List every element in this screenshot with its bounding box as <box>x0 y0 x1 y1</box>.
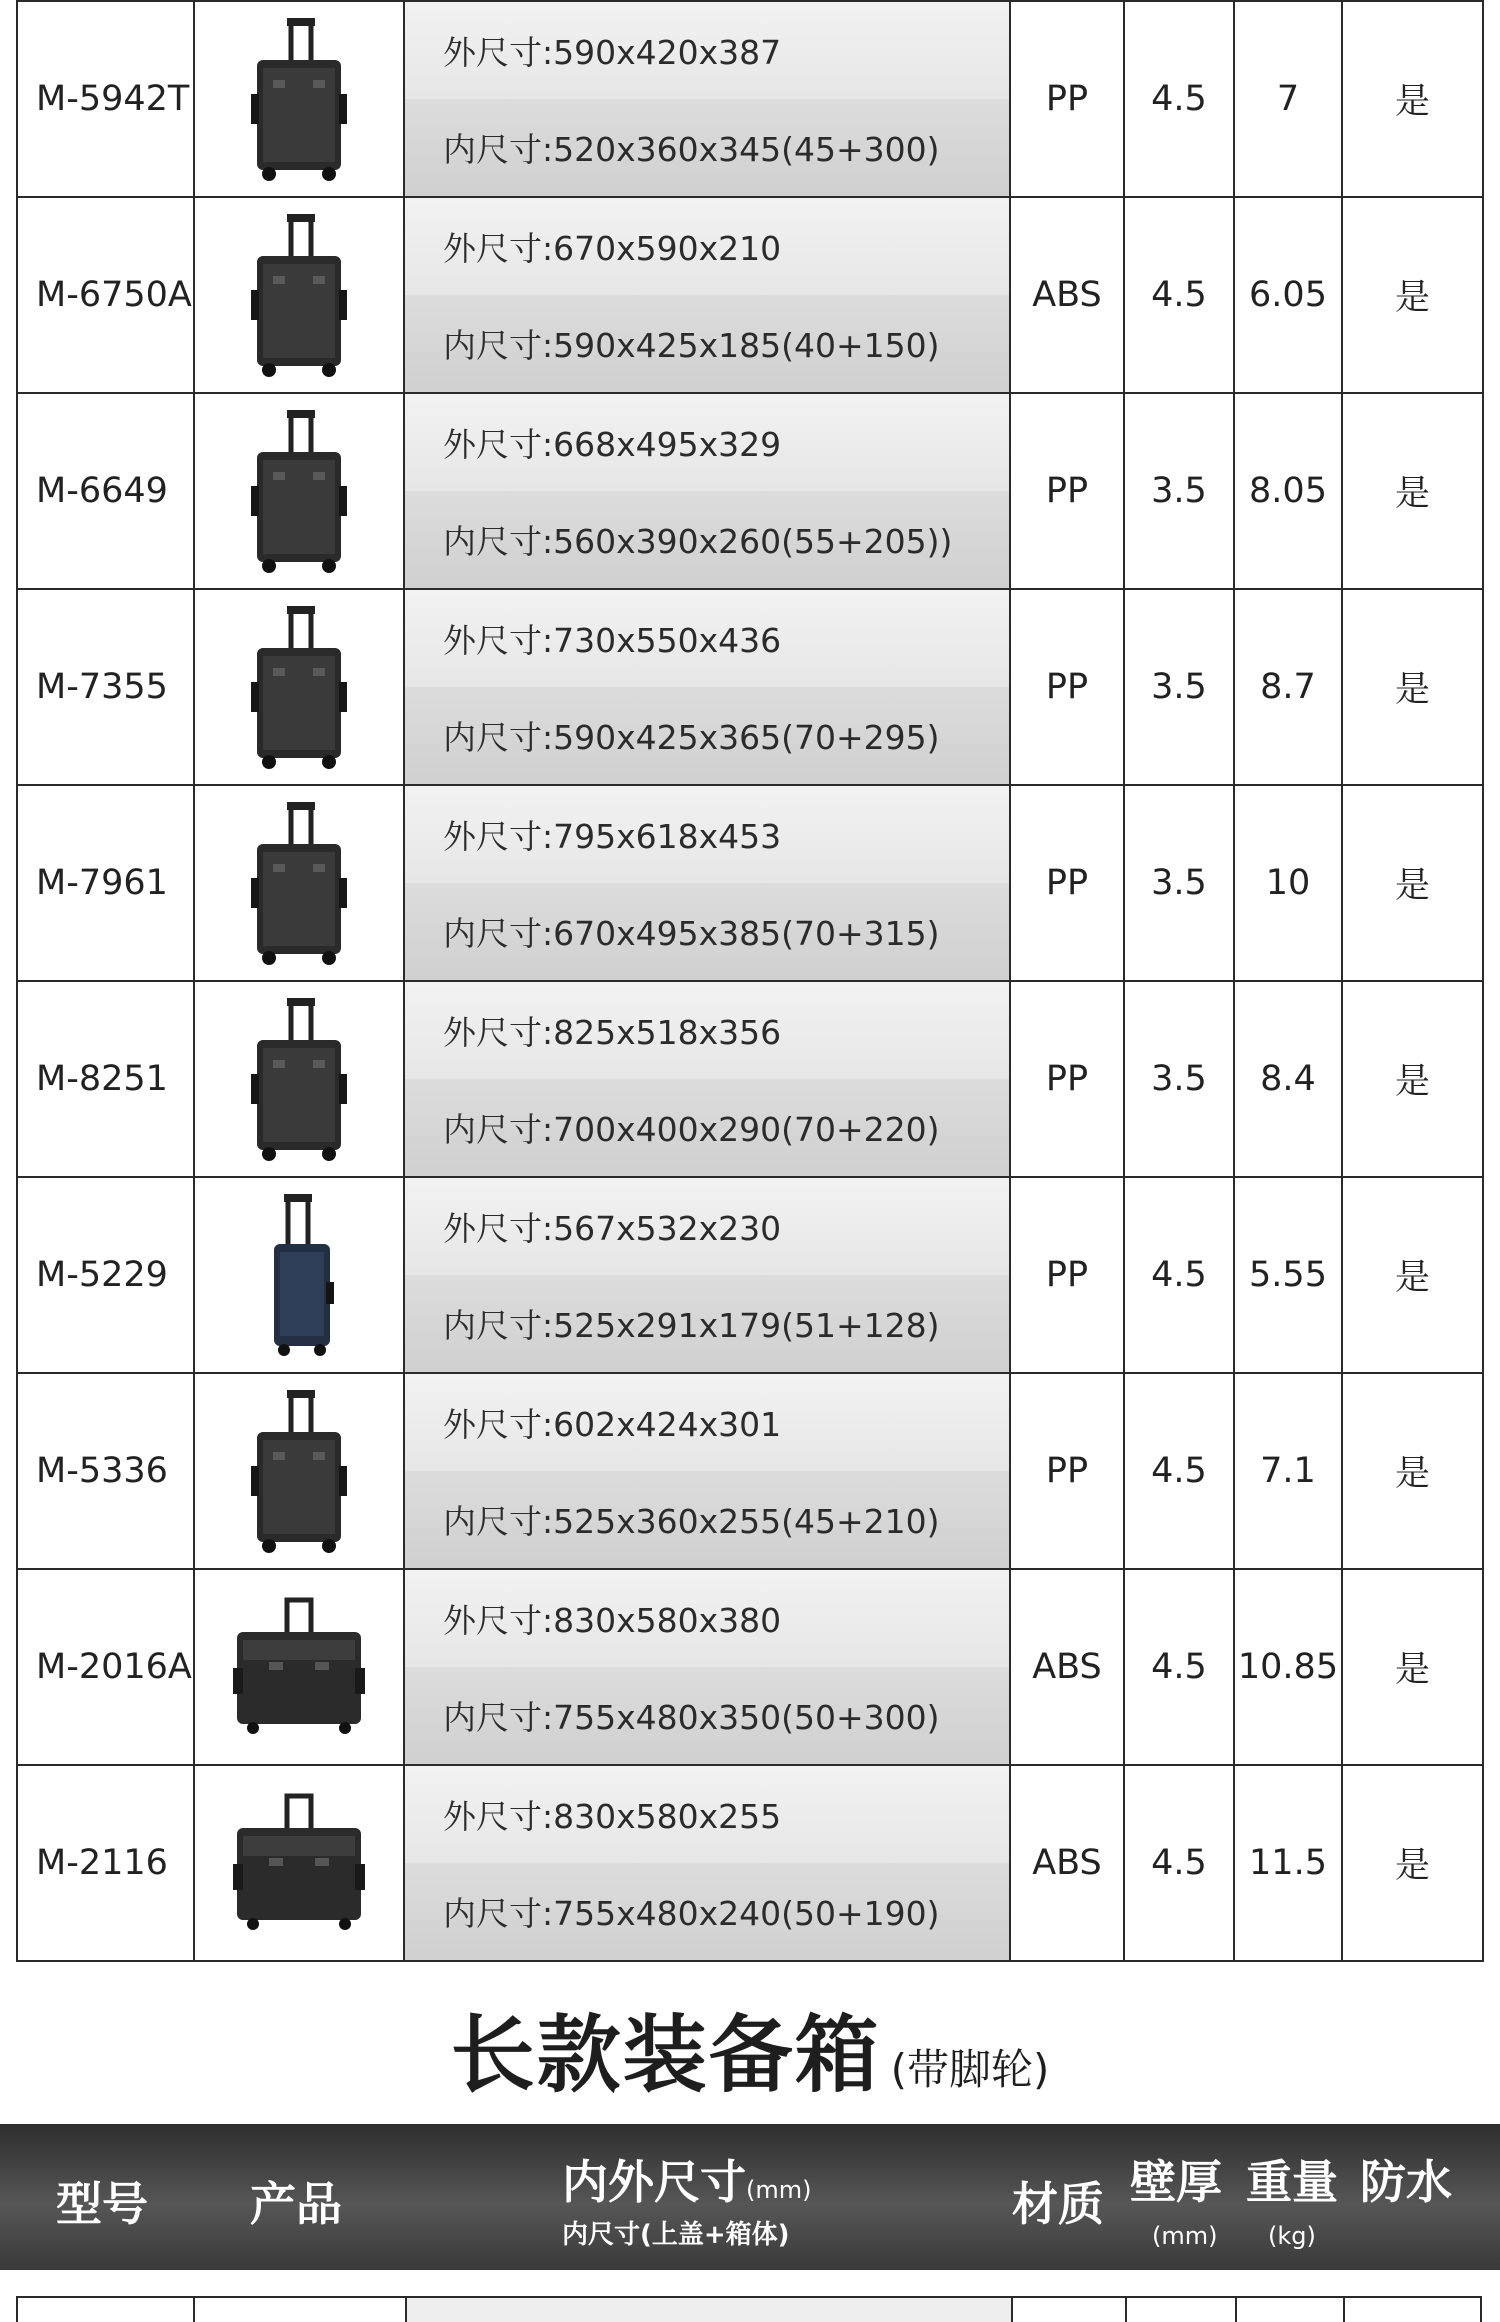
wall-thickness-cell <box>1124 1569 1234 1765</box>
model-cell <box>17 393 194 589</box>
header-dimensions-label: 内外尺寸 <box>562 2155 746 2209</box>
weight-cell <box>1234 1765 1342 1961</box>
waterproof-cell <box>1342 1 1483 197</box>
dimensions-cell <box>404 589 1010 785</box>
table-row <box>17 785 1483 981</box>
material-cell <box>1010 1177 1124 1373</box>
dimensions-cell <box>404 1 1010 197</box>
material-value: ABS <box>1032 1647 1102 1687</box>
wall-thickness-cell <box>1124 1 1234 197</box>
weight-value: 11.5 <box>1249 1843 1327 1883</box>
model-label: M-5942T <box>36 79 190 119</box>
waterproof-cell <box>1342 1765 1483 1961</box>
model-label: M-6750A <box>36 275 192 315</box>
header-dimensions <box>562 2146 811 2212</box>
model-label: M-5336 <box>36 1451 168 1491</box>
product-image-cell <box>194 1765 404 1961</box>
inner-dimension: 内尺寸:525x360x255(45+210) <box>405 1471 1009 1568</box>
weight-cell <box>1234 1569 1342 1765</box>
inner-dimension: 内尺寸:560x390x260(55+205)) <box>405 491 1009 588</box>
material-value: PP <box>1045 1451 1089 1491</box>
weight-cell <box>1234 981 1342 1177</box>
inner-dimension: 内尺寸:755x480x240(50+190) <box>405 1863 1009 1960</box>
material-value: PP <box>1045 471 1089 511</box>
product-image-cell <box>194 981 404 1177</box>
material-cell <box>1010 1 1124 197</box>
spec-table <box>16 0 1484 1962</box>
model-cell <box>17 981 194 1177</box>
product-image-cell <box>194 1373 404 1569</box>
dimensions-cell <box>404 1569 1010 1765</box>
wall-thickness-value: 4.5 <box>1151 1255 1207 1295</box>
material-value: PP <box>1045 79 1089 119</box>
inner-dimension: 内尺寸:670x495x385(70+315) <box>405 883 1009 980</box>
weight-value: 10.85 <box>1237 1647 1339 1687</box>
product-image-cell <box>194 197 404 393</box>
next-row-divider <box>1235 2298 1237 2322</box>
waterproof-value: 是 <box>1394 866 1430 906</box>
wall-thickness-cell <box>1124 589 1234 785</box>
wall-thickness-value: 4.5 <box>1151 1451 1207 1491</box>
outer-dimension: 外尺寸:730x550x436 <box>405 590 1009 687</box>
inner-dimension: 内尺寸:700x400x290(70+220) <box>405 1079 1009 1176</box>
wall-thickness-value: 4.5 <box>1151 79 1207 119</box>
waterproof-value: 是 <box>1394 474 1430 514</box>
trolley-case-icon <box>195 406 403 576</box>
next-row-dim-cell <box>407 2298 1011 2322</box>
wall-thickness-cell <box>1124 1765 1234 1961</box>
outer-dimension: 外尺寸:830x580x380 <box>405 1570 1009 1667</box>
long-case-icon <box>195 1592 403 1742</box>
weight-cell <box>1234 589 1342 785</box>
slim-trolley-case-icon <box>195 1190 403 1360</box>
header-material: 材质 <box>1012 2177 1104 2231</box>
header-wall: 壁厚 <box>1130 2155 1222 2209</box>
model-cell <box>17 589 194 785</box>
next-row-divider <box>1011 2298 1013 2322</box>
outer-dimension: 外尺寸:825x518x356 <box>405 982 1009 1079</box>
table-header <box>0 2124 1500 2270</box>
material-cell <box>1010 197 1124 393</box>
next-row-divider <box>1125 2298 1127 2322</box>
wall-thickness-cell <box>1124 1177 1234 1373</box>
header-product: 产品 <box>250 2177 342 2231</box>
wall-thickness-cell <box>1124 393 1234 589</box>
wall-thickness-value: 4.5 <box>1151 275 1207 315</box>
waterproof-value: 是 <box>1394 670 1430 710</box>
next-row-divider <box>405 2298 407 2322</box>
model-cell <box>17 785 194 981</box>
model-label: M-6649 <box>36 471 168 511</box>
material-value: PP <box>1045 667 1089 707</box>
inner-dimension: 内尺寸:755x480x350(50+300) <box>405 1667 1009 1764</box>
wall-thickness-cell <box>1124 785 1234 981</box>
section-title-sub: (带脚轮) <box>890 2045 1050 2094</box>
material-cell <box>1010 1569 1124 1765</box>
weight-cell <box>1234 1373 1342 1569</box>
product-image-cell <box>194 1569 404 1765</box>
dimensions-cell <box>404 1765 1010 1961</box>
wall-thickness-value: 3.5 <box>1151 863 1207 903</box>
product-image-cell <box>194 1 404 197</box>
waterproof-cell <box>1342 393 1483 589</box>
model-cell <box>17 197 194 393</box>
trolley-case-icon <box>195 994 403 1164</box>
material-value: PP <box>1045 1059 1089 1099</box>
product-image-cell <box>194 1177 404 1373</box>
table-row <box>17 197 1483 393</box>
header-wall-unit: (mm) <box>1152 2222 1218 2250</box>
model-cell <box>17 1 194 197</box>
product-image-cell <box>194 785 404 981</box>
weight-cell <box>1234 1 1342 197</box>
dimensions-cell <box>404 981 1010 1177</box>
product-image-cell <box>194 589 404 785</box>
model-label: M-8251 <box>36 1059 168 1099</box>
waterproof-cell <box>1342 785 1483 981</box>
header-weight: 重量 <box>1246 2155 1338 2209</box>
weight-value: 6.05 <box>1249 275 1327 315</box>
waterproof-cell <box>1342 1177 1483 1373</box>
weight-value: 5.55 <box>1249 1255 1327 1295</box>
model-label: M-7961 <box>36 863 168 903</box>
table-row <box>17 1177 1483 1373</box>
model-label: M-5229 <box>36 1255 168 1295</box>
material-cell <box>1010 589 1124 785</box>
waterproof-value: 是 <box>1394 1650 1430 1690</box>
wall-thickness-cell <box>1124 1373 1234 1569</box>
waterproof-cell <box>1342 589 1483 785</box>
table-row <box>17 1 1483 197</box>
trolley-case-icon <box>195 602 403 772</box>
wall-thickness-value: 3.5 <box>1151 471 1207 511</box>
weight-cell <box>1234 1177 1342 1373</box>
inner-dimension: 内尺寸:520x360x345(45+300) <box>405 99 1009 196</box>
wall-thickness-value: 3.5 <box>1151 1059 1207 1099</box>
next-row-divider <box>1343 2298 1345 2322</box>
outer-dimension: 外尺寸:795x618x453 <box>405 786 1009 883</box>
table-row <box>17 981 1483 1177</box>
trolley-case-icon <box>195 210 403 380</box>
next-row-divider <box>193 2298 195 2322</box>
dimensions-cell <box>404 197 1010 393</box>
outer-dimension: 外尺寸:668x495x329 <box>405 394 1009 491</box>
waterproof-value: 是 <box>1394 278 1430 318</box>
table-row <box>17 1373 1483 1569</box>
weight-value: 7 <box>1276 79 1300 119</box>
trolley-case-icon <box>195 14 403 184</box>
model-cell <box>17 1569 194 1765</box>
material-value: PP <box>1045 863 1089 903</box>
header-weight-unit: (kg) <box>1268 2222 1316 2250</box>
inner-dimension: 内尺寸:590x425x365(70+295) <box>405 687 1009 784</box>
waterproof-value: 是 <box>1394 1454 1430 1494</box>
waterproof-value: 是 <box>1394 82 1430 122</box>
wall-thickness-value: 3.5 <box>1151 667 1207 707</box>
model-label: M-2116 <box>36 1843 168 1883</box>
weight-value: 10 <box>1265 863 1311 903</box>
wall-thickness-cell <box>1124 981 1234 1177</box>
wall-thickness-value: 4.5 <box>1151 1647 1207 1687</box>
header-dimensions-unit: (mm) <box>746 2176 812 2204</box>
section-title-main: 长款装备箱 <box>450 2006 881 2104</box>
outer-dimension: 外尺寸:602x424x301 <box>405 1374 1009 1471</box>
table-row <box>17 1569 1483 1765</box>
waterproof-cell <box>1342 981 1483 1177</box>
dimensions-cell <box>404 1373 1010 1569</box>
outer-dimension: 外尺寸:567x532x230 <box>405 1178 1009 1275</box>
dimensions-cell <box>404 785 1010 981</box>
wall-thickness-cell <box>1124 197 1234 393</box>
outer-dimension: 外尺寸:830x580x255 <box>405 1766 1009 1863</box>
dimensions-cell <box>404 1177 1010 1373</box>
table-row <box>17 1765 1483 1961</box>
table-row <box>17 393 1483 589</box>
header-model: 型号 <box>56 2177 148 2231</box>
spec-table-wrapper <box>16 0 1482 1962</box>
weight-value: 8.7 <box>1260 667 1316 707</box>
model-cell <box>17 1373 194 1569</box>
weight-value: 8.05 <box>1249 471 1327 511</box>
waterproof-value: 是 <box>1394 1258 1430 1298</box>
material-cell <box>1010 785 1124 981</box>
weight-value: 7.1 <box>1260 1451 1316 1491</box>
weight-value: 8.4 <box>1260 1059 1316 1099</box>
trolley-case-icon <box>195 798 403 968</box>
weight-cell <box>1234 785 1342 981</box>
inner-dimension: 内尺寸:525x291x179(51+128) <box>405 1275 1009 1372</box>
waterproof-cell <box>1342 1373 1483 1569</box>
table-row <box>17 589 1483 785</box>
waterproof-value: 是 <box>1394 1846 1430 1886</box>
header-waterproof: 防水 <box>1360 2155 1452 2209</box>
long-case-icon <box>195 1788 403 1938</box>
material-value: ABS <box>1032 275 1102 315</box>
product-image-cell <box>194 393 404 589</box>
material-value: ABS <box>1032 1843 1102 1883</box>
weight-cell <box>1234 197 1342 393</box>
waterproof-cell <box>1342 197 1483 393</box>
next-table-row-partial <box>16 2296 1482 2322</box>
wall-thickness-value: 4.5 <box>1151 1843 1207 1883</box>
material-cell <box>1010 1373 1124 1569</box>
model-cell <box>17 1177 194 1373</box>
outer-dimension: 外尺寸:590x420x387 <box>405 2 1009 99</box>
material-cell <box>1010 1765 1124 1961</box>
header-dimensions-sub: 内尺寸(上盖+箱体) <box>562 2220 790 2250</box>
section-title <box>0 1988 1500 2109</box>
waterproof-cell <box>1342 1569 1483 1765</box>
material-cell <box>1010 393 1124 589</box>
outer-dimension: 外尺寸:670x590x210 <box>405 198 1009 295</box>
model-label: M-2016A <box>36 1647 192 1687</box>
dimensions-cell <box>404 393 1010 589</box>
material-cell <box>1010 981 1124 1177</box>
trolley-case-icon <box>195 1386 403 1556</box>
inner-dimension: 内尺寸:590x425x185(40+150) <box>405 295 1009 392</box>
waterproof-value: 是 <box>1394 1062 1430 1102</box>
weight-cell <box>1234 393 1342 589</box>
model-cell <box>17 1765 194 1961</box>
material-value: PP <box>1045 1255 1089 1295</box>
model-label: M-7355 <box>36 667 168 707</box>
